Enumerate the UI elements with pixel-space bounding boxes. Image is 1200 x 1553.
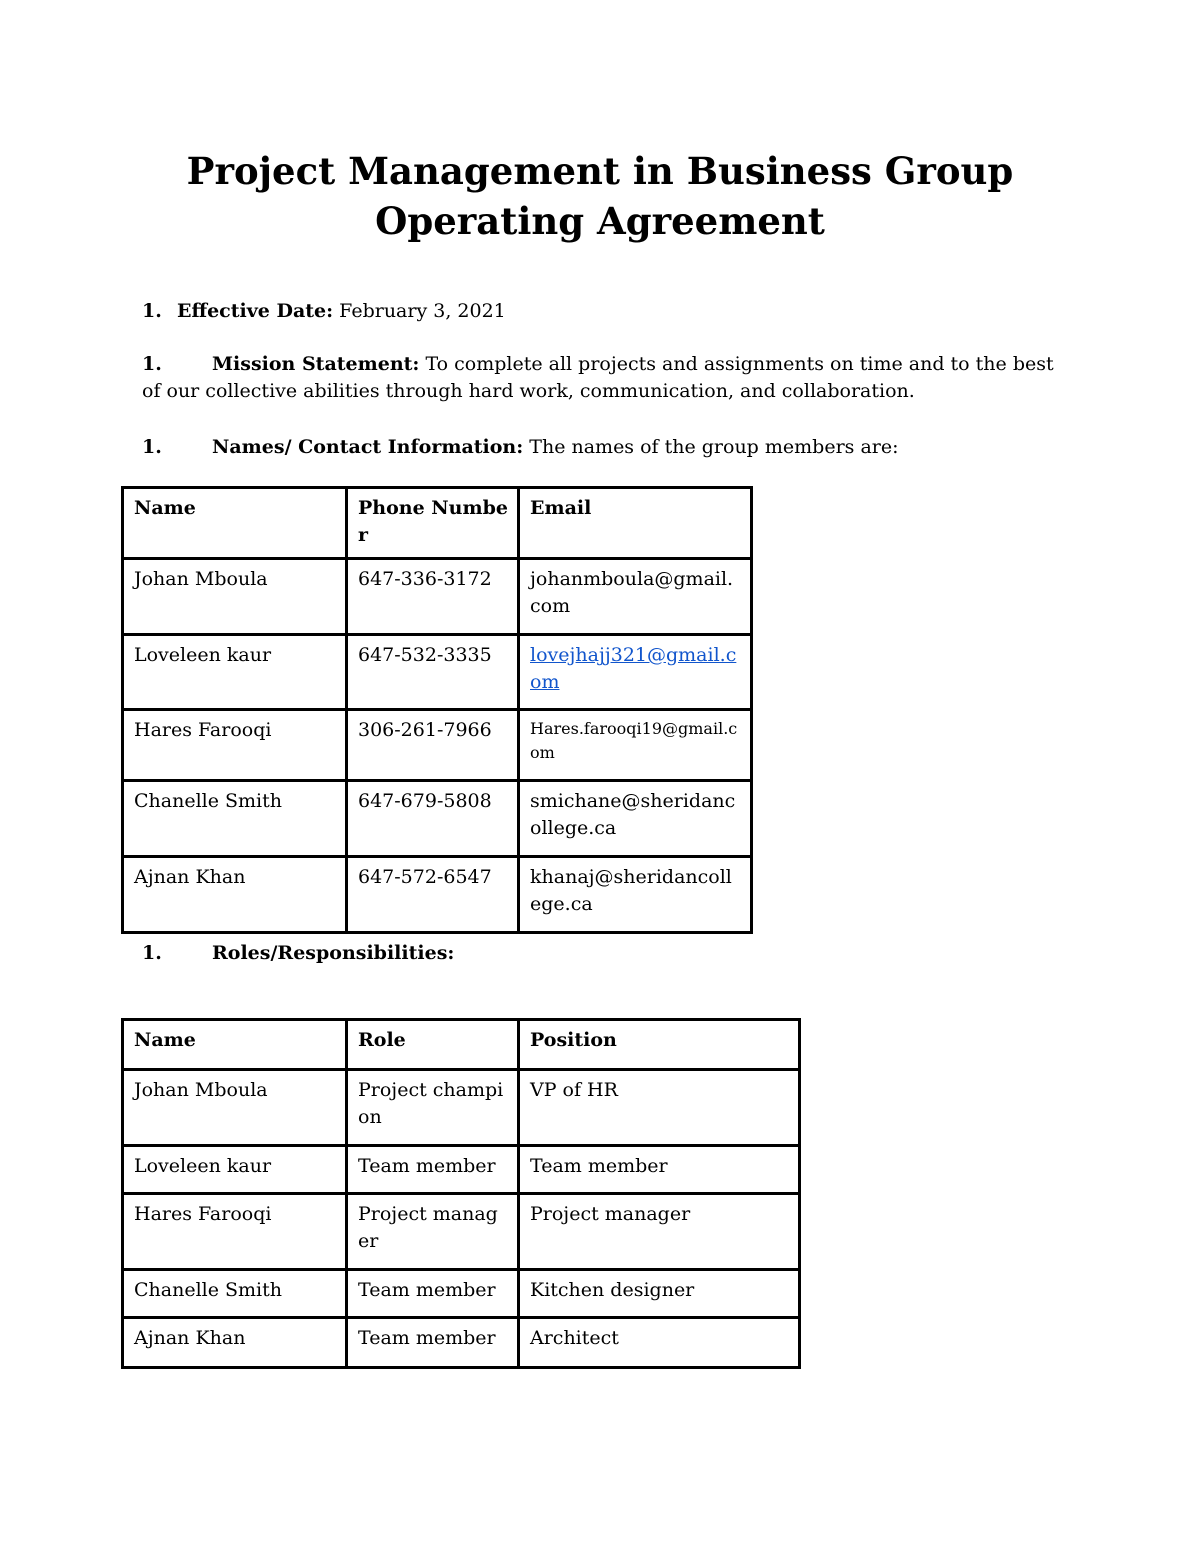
cell-email <box>519 635 752 710</box>
section-number: 1. <box>142 942 162 964</box>
cell-name: Ajnan Khan <box>123 1318 347 1368</box>
roles-table <box>121 1018 801 1369</box>
header-phone: Phone Number <box>347 488 519 559</box>
cell-role: Team member <box>347 1318 519 1368</box>
table-row <box>123 1146 800 1194</box>
table-row <box>123 635 752 710</box>
cell-email: khanaj@sheridancollege.ca <box>519 857 752 933</box>
title-line-2: Operating Agreement <box>375 199 825 243</box>
document-title <box>0 146 1200 246</box>
email-link[interactable]: lovejhajj321@gmail.com <box>530 644 737 693</box>
table-row <box>123 710 752 781</box>
mission-statement-label: Mission Statement: <box>212 353 420 375</box>
table-row <box>123 1194 800 1270</box>
section-number: 1. <box>142 436 162 458</box>
cell-name: Ajnan Khan <box>123 857 347 933</box>
effective-date-label: Effective Date: <box>177 300 334 322</box>
cell-position: Project manager <box>519 1194 800 1270</box>
names-contact-text: The names of the group members are: <box>523 436 899 458</box>
table-row <box>123 559 752 635</box>
cell-position: Kitchen designer <box>519 1270 800 1318</box>
cell-role: Team member <box>347 1270 519 1318</box>
contact-table <box>121 486 753 934</box>
header-role: Role <box>347 1020 519 1070</box>
names-contact-section <box>142 434 1062 461</box>
cell-phone: 647-532-3335 <box>347 635 519 710</box>
cell-email: smichane@sheridancollege.ca <box>519 781 752 857</box>
table-row <box>123 1318 800 1368</box>
table-header-row <box>123 488 752 559</box>
header-name: Name <box>123 488 347 559</box>
cell-name: Chanelle Smith <box>123 1270 347 1318</box>
cell-name: Johan Mboula <box>123 1070 347 1146</box>
cell-email: Hares.farooqi19@gmail.com <box>519 710 752 781</box>
cell-phone: 647-572-6547 <box>347 857 519 933</box>
roles-section <box>142 940 1062 967</box>
effective-date-value: February 3, 2021 <box>333 300 506 322</box>
cell-name: Hares Farooqi <box>123 710 347 781</box>
cell-position: VP of HR <box>519 1070 800 1146</box>
cell-email: johanmboula@gmail.com <box>519 559 752 635</box>
cell-role: Project manager <box>347 1194 519 1270</box>
section-number: 1. <box>142 353 162 375</box>
table-row <box>123 781 752 857</box>
cell-position: Team member <box>519 1146 800 1194</box>
cell-role: Team member <box>347 1146 519 1194</box>
section-number: 1. <box>142 300 162 322</box>
cell-phone: 306-261-7966 <box>347 710 519 781</box>
cell-phone: 647-679-5808 <box>347 781 519 857</box>
header-position: Position <box>519 1020 800 1070</box>
header-email: Email <box>519 488 752 559</box>
cell-phone: 647-336-3172 <box>347 559 519 635</box>
header-name: Name <box>123 1020 347 1070</box>
table-row <box>123 1270 800 1318</box>
cell-name: Loveleen kaur <box>123 1146 347 1194</box>
mission-statement-section <box>142 351 1062 405</box>
table-header-row <box>123 1020 800 1070</box>
cell-position: Architect <box>519 1318 800 1368</box>
effective-date-section <box>142 298 1062 325</box>
cell-name: Johan Mboula <box>123 559 347 635</box>
cell-name: Hares Farooqi <box>123 1194 347 1270</box>
cell-name: Loveleen kaur <box>123 635 347 710</box>
cell-name: Chanelle Smith <box>123 781 347 857</box>
table-row <box>123 1070 800 1146</box>
title-line-1: Project Management in Business Group <box>186 149 1014 193</box>
names-contact-label: Names/ Contact Information: <box>212 436 524 458</box>
mission-statement-text: To complete all projects and assignments on time and to the best of our collective abilities through hard work, communication, and collaboration. <box>142 353 1054 402</box>
table-row <box>123 857 752 933</box>
cell-role: Project champion <box>347 1070 519 1146</box>
roles-label: Roles/Responsibilities: <box>212 942 455 964</box>
